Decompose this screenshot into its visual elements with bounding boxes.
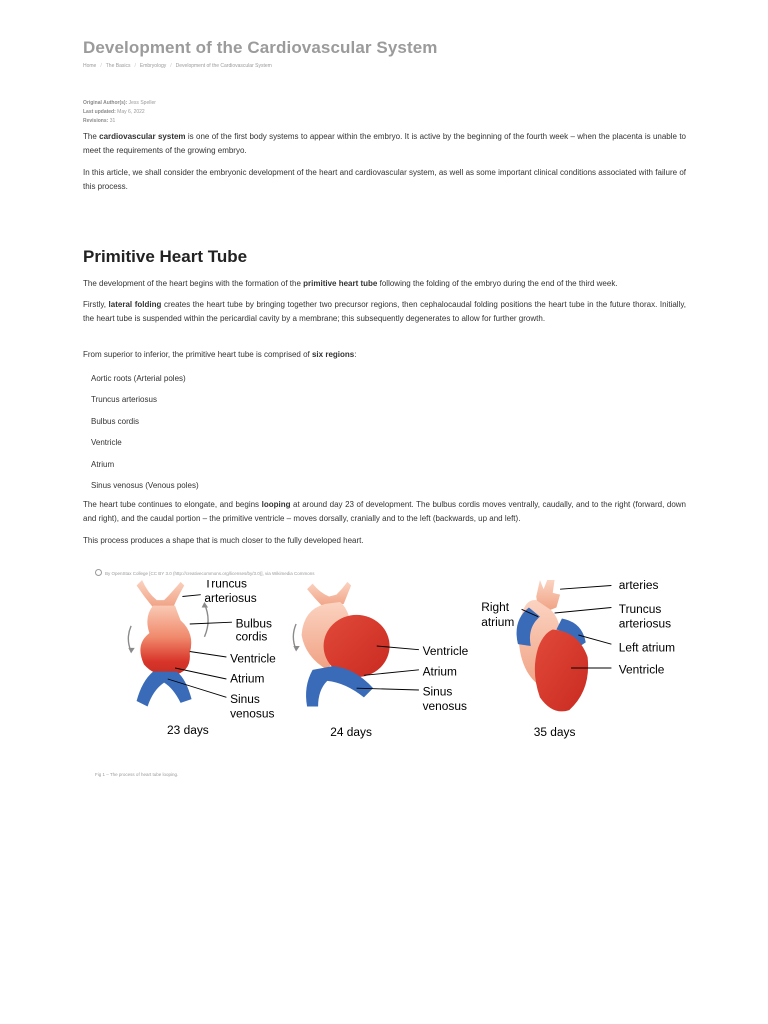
day-label-23: 23 days: [167, 723, 209, 737]
author-name[interactable]: Jess Speller: [128, 100, 156, 106]
list-item: Aortic roots (Arterial poles): [91, 374, 186, 383]
section-paragraph-2: [83, 298, 686, 326]
section-paragraph-1: [83, 277, 686, 291]
figure-caption: Fig 1 – The process of heart tube looping.: [95, 772, 179, 777]
breadcrumb-separator: /: [100, 63, 102, 69]
label-pointer: [175, 668, 226, 679]
author-line: [83, 99, 156, 108]
page-title: Development of the Cardiovascular System: [83, 38, 438, 57]
text: The development of the heart begins with the formation of the: [83, 279, 304, 288]
arrow-head-icon: [128, 648, 134, 654]
label-venosus: venosus: [230, 706, 275, 721]
day-label-35: 35 days: [533, 724, 576, 739]
breadcrumb-home[interactable]: Home: [83, 63, 97, 69]
list-item: Ventricle: [91, 438, 122, 448]
section-paragraph-5: This process produces a shape that is much closer to the fully developed heart.: [83, 536, 364, 545]
label-ventricle: Ventricle: [422, 644, 469, 659]
text: The heart tube continues to elongate, and begins: [83, 500, 262, 509]
label-atrium: atrium: [481, 614, 515, 629]
revisions-line: [83, 117, 156, 126]
list-item: Atrium: [91, 459, 115, 469]
label-atrium: Atrium: [422, 664, 457, 679]
list-item: Truncus arteriosus: [91, 395, 157, 405]
breadcrumb: [83, 63, 272, 69]
label-truncus: Truncus: [618, 602, 662, 616]
text: at around day 23 of development. The bulbus cordis moves ventrally, caudally, and to the right (forward, down and right), and the caudal portion – the primitive ventricle – moves dorsally, cranially and to the left (backwards, up and left).: [83, 500, 686, 523]
section-heading: Primitive Heart Tube: [83, 247, 248, 266]
label-pointer: [190, 652, 227, 658]
text: Firstly,: [83, 300, 109, 309]
author-label: Original Author(s):: [83, 100, 128, 106]
section-paragraph-3: [83, 348, 686, 362]
image-credit: [95, 569, 315, 576]
label-arteriosus: arteriosus: [618, 616, 672, 631]
text: following the folding of the embryo during the end of the third week.: [377, 279, 618, 288]
section-paragraph-4: [83, 498, 686, 526]
text: From superior to inferior, the primitive heart tube is comprised of: [83, 350, 312, 359]
label-atrium: Atrium: [230, 671, 265, 686]
label-arteriosus: arteriosus: [204, 591, 257, 605]
breadcrumb-the-basics[interactable]: The Basics: [105, 63, 131, 69]
bold-term: lateral folding: [108, 300, 162, 309]
label-bulbus: Bulbus: [235, 616, 272, 631]
text: creates the heart tube by bringing together two precursor regions, then cephalocaudal folding positions the heart tube in the future thorax. Initially, the heart tube is suspended within the pericardial cavity by a membrane; this subsequently degenerates to allow for further growth.: [83, 300, 686, 323]
label-truncus: Truncus: [204, 580, 247, 591]
label-pointer: [182, 595, 200, 597]
sinus-venosus-23: [137, 672, 192, 707]
label-arteries: arteries: [618, 580, 659, 593]
curved-arrow-icon: [128, 626, 131, 652]
bold-term: six regions: [311, 350, 355, 359]
breadcrumb-separator: /: [170, 63, 172, 69]
breadcrumb-embryology[interactable]: Embryology: [139, 63, 167, 69]
heart-23-days: [128, 580, 276, 737]
heart-24-days: [293, 582, 468, 739]
labels-24: [423, 644, 469, 713]
label-pointer: [555, 608, 612, 614]
heart-tube-23: [140, 606, 191, 676]
revisions-label: Revisions:: [83, 118, 109, 124]
day-label-24: 24 days: [330, 724, 372, 739]
intro-paragraph-2: In this article, we shall consider the embryonic development of the heart and cardiovascular system, as well as some important clinical conditions associated with failure of this process.: [83, 168, 686, 191]
intro-paragraph-1: [83, 130, 686, 158]
heart-looping-figure: [116, 580, 676, 760]
label-venosus: venosus: [422, 699, 467, 714]
list-item: Bulbus cordis: [91, 416, 140, 426]
label-sinus: Sinus: [230, 691, 260, 706]
updated-label: Last updated:: [83, 109, 116, 115]
article-meta: [83, 99, 156, 126]
updated-line: [83, 108, 156, 117]
label-pointer: [560, 586, 611, 590]
updated-date: May 6, 2022: [117, 109, 145, 115]
label-ventricle: Ventricle: [230, 651, 276, 666]
heart-35-days: [481, 580, 675, 739]
text: :: [354, 350, 357, 359]
label-left-atrium: Left atrium: [618, 640, 676, 655]
breadcrumb-separator: /: [134, 63, 136, 69]
aortic-roots-23: [137, 580, 185, 608]
breadcrumb-current: Development of the Cardiovascular System: [175, 63, 272, 69]
bold-term: looping: [261, 500, 291, 509]
labels-23: [204, 580, 276, 721]
label-right: Right: [481, 600, 510, 615]
label-cordis: cordis: [235, 629, 268, 644]
arrow-head-icon: [293, 646, 299, 652]
bold-term: cardiovascular system: [99, 132, 186, 141]
text: is one of the first body systems to appear within the embryo. It is active by the beginning of the fourth week – when the placenta is unable to meet the requirements of the growing embryo.: [83, 132, 686, 155]
label-pointer: [190, 622, 232, 624]
image-credit-text[interactable]: By OpenStax College [CC BY 3.0 (http://creativecommons.org/licenses/by/3.0)], via Wikimedia Commons: [105, 571, 315, 576]
text: The: [83, 132, 100, 141]
curved-arrow-icon: [204, 604, 208, 637]
label-ventricle: Ventricle: [618, 662, 665, 677]
curved-arrow-icon: [293, 624, 296, 650]
label-sinus: Sinus: [422, 684, 453, 699]
attribution-icon: [95, 569, 102, 576]
revisions-count[interactable]: 31: [109, 118, 116, 124]
regions-list: [91, 372, 199, 500]
list-item: Sinus venosus (Venous poles): [91, 480, 199, 490]
bold-term: primitive heart tube: [303, 279, 378, 288]
heart-looping-diagram: [116, 580, 676, 745]
